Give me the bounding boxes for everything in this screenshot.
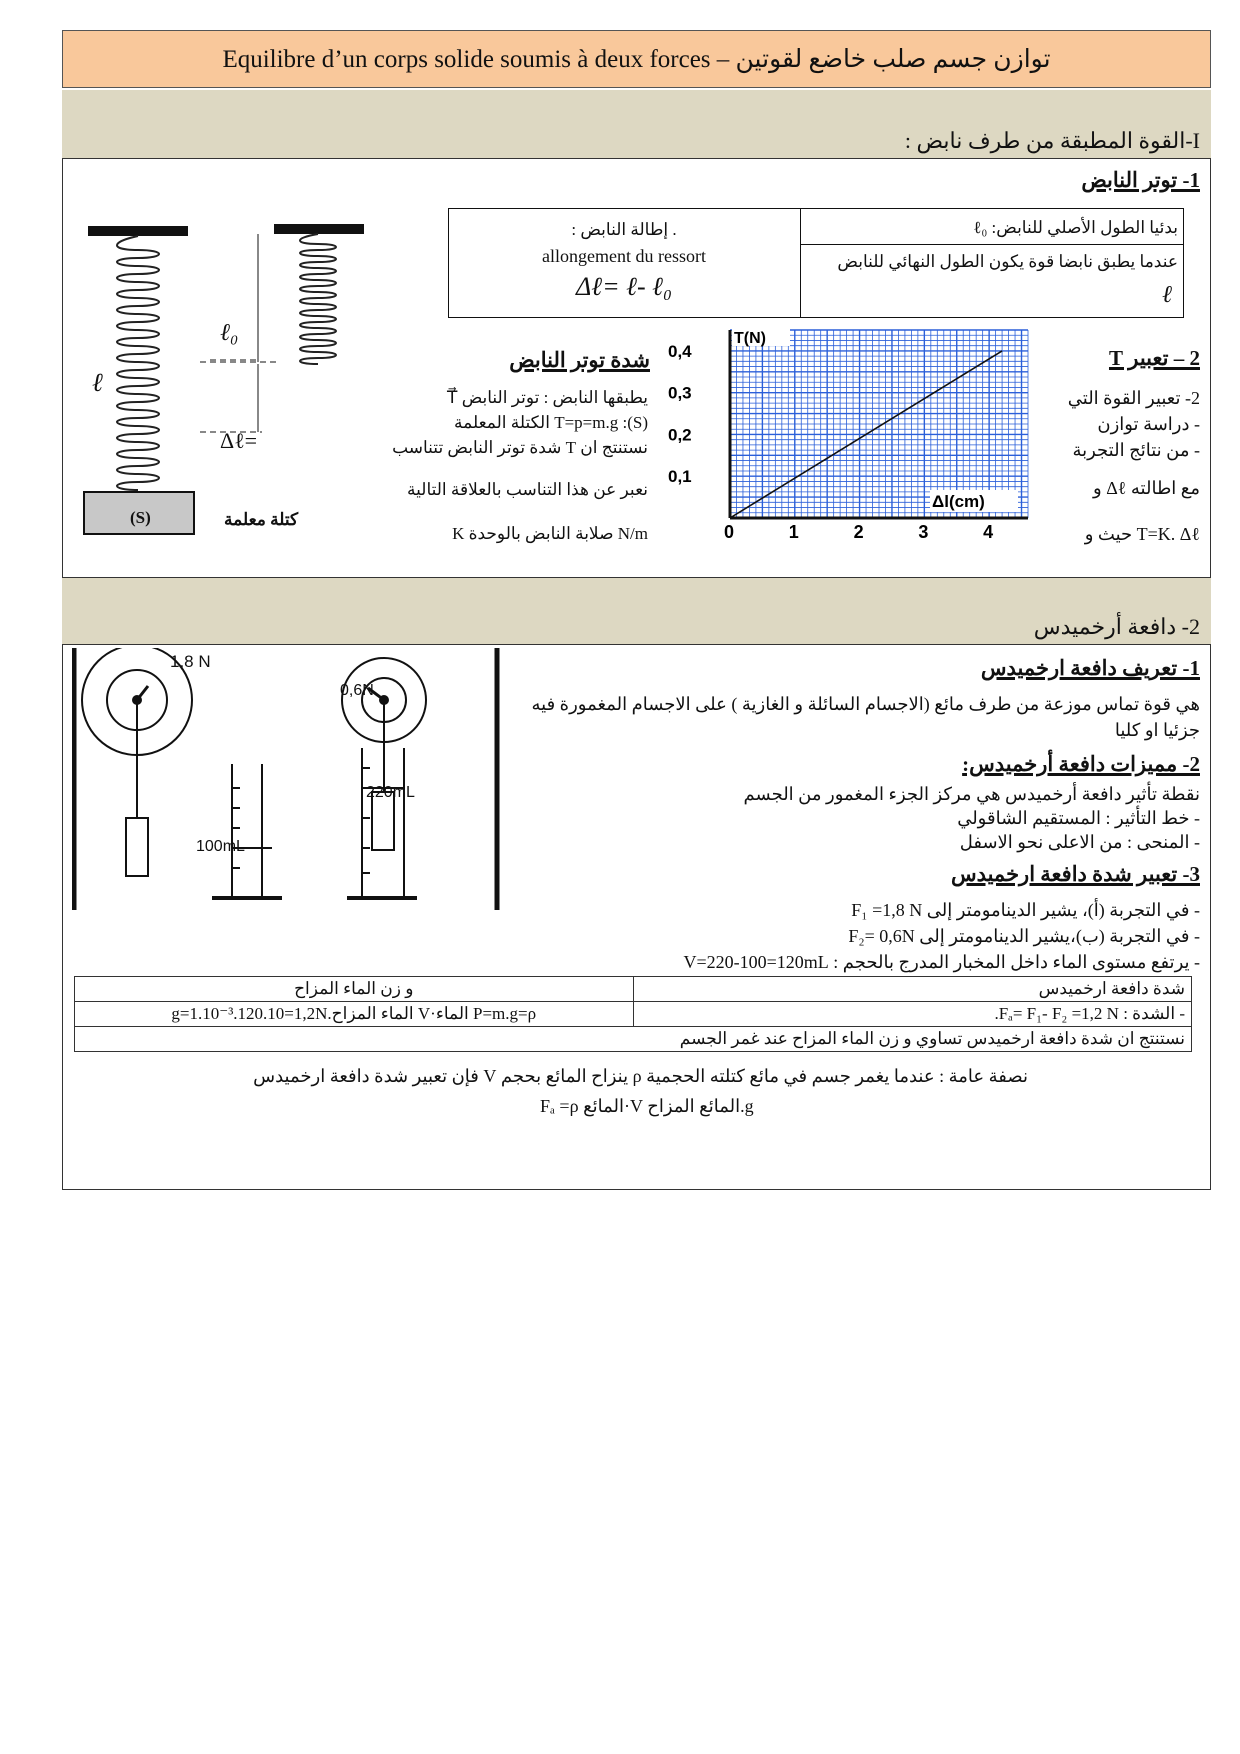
chart-y-tick-label: 0,1 [668,467,692,487]
spring-figure [80,220,380,550]
label-dyn-b: 0,6N [340,682,374,699]
chart-x-tick-label: 0 [724,522,735,542]
def-row1: بدئيا الطول الأصلي للنابض: ℓ₀ [973,218,1178,237]
archimedes-sub2-heading: 2- مميزات دافعة أرخميدس: [962,752,1200,776]
archimedes-summary: نصفة عامة : عندما يغمر جسم في مائع كتلته الحجمية ρ ينزاح المائع بحجم V فإن تعبير شدة دافعة ارخميدس [253,1066,1028,1086]
archimedes-char-1: نقطة تأثير دافعة أرخميدس هي مركز الجزء المغمور من الجسم [743,784,1200,804]
label-dyn-a: 1,8 N [170,652,211,671]
middle-line-5: N/m صلابة النابض بالوحدة K [452,524,648,543]
middle-line-3: نستنتج ان T شدة توتر النابض تتناسب [392,438,648,457]
tension-chart [660,322,1030,542]
table-cell-left: P=m.g=ρ الماء·V الماء المزاح.g=1.10⁻³.120.10=1,2N [75,1002,634,1027]
archimedes-sub1-heading: 1- تعريف دافعة ارخميدس [980,656,1200,680]
chart-y-tick-label: 0,3 [668,383,692,403]
archimedes-exp-1: - في التجربة (أ)، يشير الدينامومتر إلى F₁ =1,8 N [851,900,1200,920]
archimedes-table [74,976,1192,1052]
middle-line-4: نعبر عن هذا التناسب بالعلاقة التالية [407,480,648,499]
archimedes-char-3: - المنحى : من الاعلى نحو الاسفل [959,832,1200,852]
sub1-heading: 1- توتر النابض [1081,168,1200,192]
chart-y-tick-label: 0,2 [668,425,692,445]
archimedes-char-2: - خط التأثير : المستقيم الشاقولي [957,808,1200,828]
label-vol-a: 100mL [196,838,245,855]
section2-heading: 2- دافعة أرخميدس [1033,614,1200,639]
label-dl: Δℓ= [220,428,258,453]
support-bar-right [274,224,364,234]
def-left-b: allongement du ressort [542,246,706,266]
sub2-line-3: - من نتائج التجربة [1072,440,1200,460]
label-vol-b: 220mL [366,784,415,801]
label-l0: ℓ₀ [220,320,239,346]
table-footer: نستنتج ان شدة دافعة ارخميدس تساوي و زن الماء المزاح عند غمر الجسم [75,1027,1192,1052]
def-left-formula: Δℓ= ℓ- ℓ₀ [576,272,672,301]
chart-xlabel: Δl(cm) [932,492,985,511]
archimedes-def-2: جزئيا او كليا [1114,720,1200,740]
archimedes-exp-3: - يرتفع مستوى الماء داخل المخبار المدرج بالحجم : V=220-100=120mL [683,952,1200,972]
support-bar-left [88,226,188,236]
table-header-right: شدة دافعة ارخميدس [633,977,1192,1002]
dynamometer-a [82,648,192,876]
sub2-line-2: - دراسة توازن [1097,414,1200,434]
archimedes-sub3-heading: 3- تعبير شدة دافعة ارخميدس [950,862,1200,886]
page-title: Equilibre d’un corps solide soumis à deux forces – توازن جسم صلب خاضع لقوتين [62,30,1211,88]
body-a [126,818,148,876]
middle-line-2: T=p=m.g :(S) الكتلة المعلمة [454,413,648,432]
sub2-heading: 2 – تعبير T [1108,346,1200,370]
chart-y-tick-label: 0,4 [668,341,692,361]
chart-x-tick-label: 2 [853,522,864,542]
spring-free [300,234,336,364]
middle-line-1: يطبقها النابض : توتر النابض T⃗ [447,388,648,407]
section1-heading: I-القوة المطبقة من طرف نابض : [904,128,1200,153]
table-header-left: و زن الماء المزاح [75,977,634,1002]
archimedes-def-1: هي قوة تماس موزعة من طرف مائع (الاجسام السائلة و الغازية ) على الاجسام المغمورة فيه [531,694,1200,714]
sub2-line-4: مع اطالته Δℓ و [1092,478,1200,498]
label-mass-caption: كتلة معلمة [224,510,299,529]
chart-ylabel: T(N) [734,330,766,347]
chart-x-tick-label: 1 [788,522,799,542]
archimedes-exp-2: - في التجربة (ب)،يشير الدينامومتر إلى F₂= 0,6N [848,926,1200,946]
spring-stretched [117,236,159,490]
label-l: ℓ [92,368,103,397]
archimedes-figure [72,648,502,910]
middle-heading: شدة توتر النابض [509,348,650,372]
label-mass: (S) [130,508,151,527]
cylinder-a [212,764,282,898]
archimedes-formula: Fₐ =ρ المائع·V المائع المزاح.g [540,1096,754,1116]
def-left-a: : إطالة النابض . [571,220,677,239]
chart-x-tick-label: 3 [918,522,929,542]
def-row2a: عندما يطبق نابضا قوة يكون الطول النهائي للنابض [837,252,1178,271]
chart-x-tick-label: 4 [983,522,994,542]
sub2-line-1: 2- تعبير القوة التي [1067,388,1200,408]
def-row2b: ℓ [1162,282,1172,308]
table-cell-right: - الشدة : Fₐ= F₁- F₂ =1,2 N. [633,1002,1192,1027]
sub2-line-5: T=K. Δℓ حيث و [1084,524,1200,544]
